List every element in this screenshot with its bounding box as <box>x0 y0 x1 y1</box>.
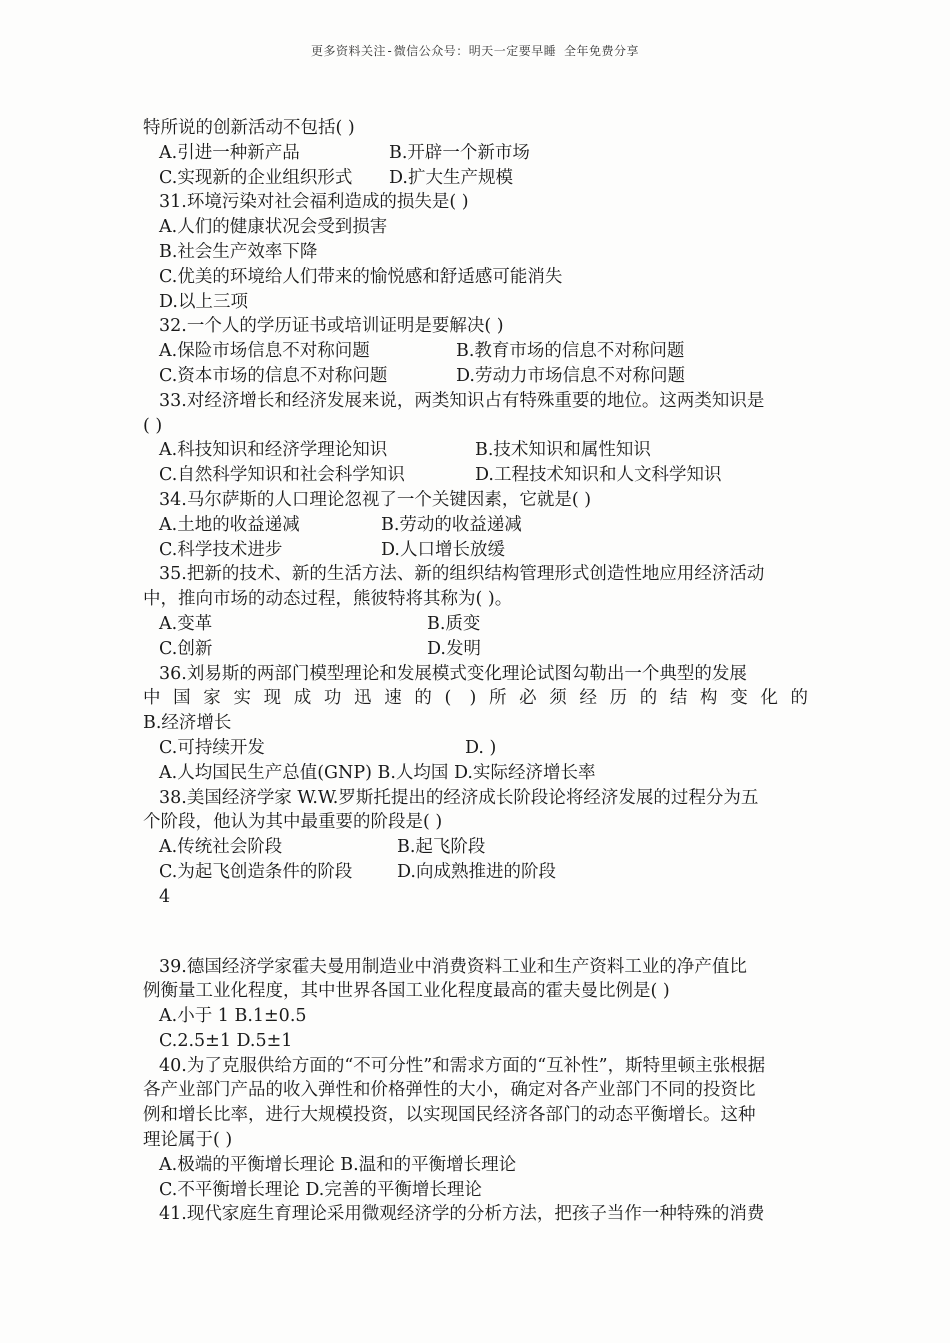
text-line: 中，推向市场的动态过程，熊彼特将其称为( )。 <box>143 589 513 610</box>
option-text: D.发明 <box>427 638 481 659</box>
option-text: D.工程技术知识和人文科学知识 <box>475 465 722 486</box>
text-line: 32.一个人的学历证书或培训证明是要解决( ) <box>159 316 504 337</box>
option-text: C.资本市场的信息不对称问题 <box>159 365 388 386</box>
page-header: 更多资料关注-微信公众号：明天一定要早睡 全年免费分享 <box>311 44 639 58</box>
option-text: D. ) <box>465 737 497 758</box>
option-row <box>143 612 808 637</box>
option-text: A.土地的收益递减 <box>159 514 300 535</box>
text-line: 例和增长比率，进行大规模投资，以实现国民经济各部门的动态平衡增长。这种 <box>143 1105 756 1126</box>
text-line: C.不平衡增长理论 D.完善的平衡增长理论 <box>159 1179 482 1200</box>
text-line: 31.环境污染对社会福利造成的损失是( ) <box>159 192 469 213</box>
text-line: 40.为了克服供给方面的“不可分性”和需求方面的“互补性”，斯特里顿主张根据 <box>159 1055 766 1076</box>
questions-block-top <box>143 116 808 910</box>
text-line: A.极端的平衡增长理论 B.温和的平衡增长理论 <box>159 1154 517 1175</box>
option-text: C.为起飞创造条件的阶段 <box>159 861 353 882</box>
text-line: 例衡量工业化程度，其中世界各国工业化程度最高的霍夫曼比例是( ) <box>143 981 670 1002</box>
option-text: D.扩大生产规模 <box>389 167 513 188</box>
option-row <box>143 339 808 364</box>
text-line: B.经济增长 <box>143 713 232 734</box>
text-line: 38.美国经济学家 W.W.罗斯托提出的经济成长阶段论将经济发展的过程分为五 <box>159 787 759 808</box>
text-line: 中国家实现成功迅速的( )所必须经历的结构变化的 <box>143 688 808 709</box>
option-text: B.开辟一个新市场 <box>389 142 530 163</box>
option-text: A.科技知识和经济学理论知识 <box>159 440 388 461</box>
option-text: B.起飞阶段 <box>397 837 486 858</box>
option-row <box>143 438 808 463</box>
option-text: B.劳动的收益递减 <box>381 514 522 535</box>
option-row <box>143 141 808 166</box>
text-line: C.2.5±1 D.5±1 <box>159 1030 293 1051</box>
text-line: 理论属于( ) <box>143 1130 233 1151</box>
text-line: C.优美的环境给人们带来的愉悦感和舒适感可能消失 <box>159 266 563 287</box>
option-text: B.技术知识和属性知识 <box>475 440 651 461</box>
option-row <box>143 513 808 538</box>
option-text: C.实现新的企业组织形式 <box>159 167 353 188</box>
option-text: D.向成熟推进的阶段 <box>397 861 556 882</box>
text-line: 特所说的创新活动不包括( ) <box>143 118 355 138</box>
option-row <box>143 166 808 191</box>
option-row <box>143 736 808 761</box>
text-line: A.人们的健康状况会受到损害 <box>159 217 388 238</box>
text-line: D.以上三项 <box>159 291 248 312</box>
option-text: A.传统社会阶段 <box>159 837 283 858</box>
text-line: 39.德国经济学家霍夫曼用制造业中消费资料工业和生产资料工业的净产值比 <box>159 956 747 977</box>
option-text: C.自然科学知识和社会科学知识 <box>159 465 405 486</box>
text-line: 各产业部门产品的收入弹性和价格弹性的大小，确定对各产业部门不同的投资比 <box>143 1080 756 1101</box>
option-text: B.教育市场的信息不对称问题 <box>456 341 685 362</box>
text-line: 4 <box>159 886 171 907</box>
option-row <box>143 860 808 885</box>
text-line: 41.现代家庭生育理论采用微观经济学的分析方法，把孩子当作一种特殊的消费 <box>159 1204 765 1225</box>
text-line: B.社会生产效率下降 <box>159 241 318 262</box>
text-line: 33.对经济增长和经济发展来说，两类知识占有特殊重要的地位。这两类知识是 <box>159 390 765 411</box>
option-row <box>143 538 808 563</box>
option-text: D.人口增长放缓 <box>381 539 505 560</box>
page-gap <box>143 910 808 955</box>
option-text: D.劳动力市场信息不对称问题 <box>456 365 685 386</box>
option-text: A.变革 <box>159 613 213 634</box>
option-text: A.保险市场信息不对称问题 <box>159 341 370 362</box>
option-text: C.科学技术进步 <box>159 539 283 560</box>
text-line: A.小于 1 B.1±0.5 <box>159 1006 307 1027</box>
option-text: B.质变 <box>427 613 481 634</box>
option-row <box>143 463 808 488</box>
text-line: 36.刘易斯的两部门模型理论和发展模式变化理论试图勾勒出一个典型的发展 <box>159 663 747 684</box>
option-text: A.引进一种新产品 <box>159 142 300 163</box>
option-row <box>143 364 808 389</box>
text-line: ( ) <box>143 415 163 436</box>
text-line: 个阶段，他认为其中最重要的阶段是( ) <box>143 812 443 833</box>
option-text: C.可持续开发 <box>159 737 265 758</box>
text-line: A.人均国民生产总值(GNP) B.人均国 D.实际经济增长率 <box>159 762 596 783</box>
text-line: 34.马尔萨斯的人口理论忽视了一个关键因素，它就是( ) <box>159 489 592 510</box>
option-text: C.创新 <box>159 638 213 659</box>
questions-block-bottom <box>143 955 808 1228</box>
text-line: 35.把新的技术、新的生活方法、新的组织结构管理形式创造性地应用经济活动 <box>159 564 765 585</box>
question-body <box>143 116 808 1227</box>
option-row <box>143 637 808 662</box>
option-row <box>143 835 808 860</box>
